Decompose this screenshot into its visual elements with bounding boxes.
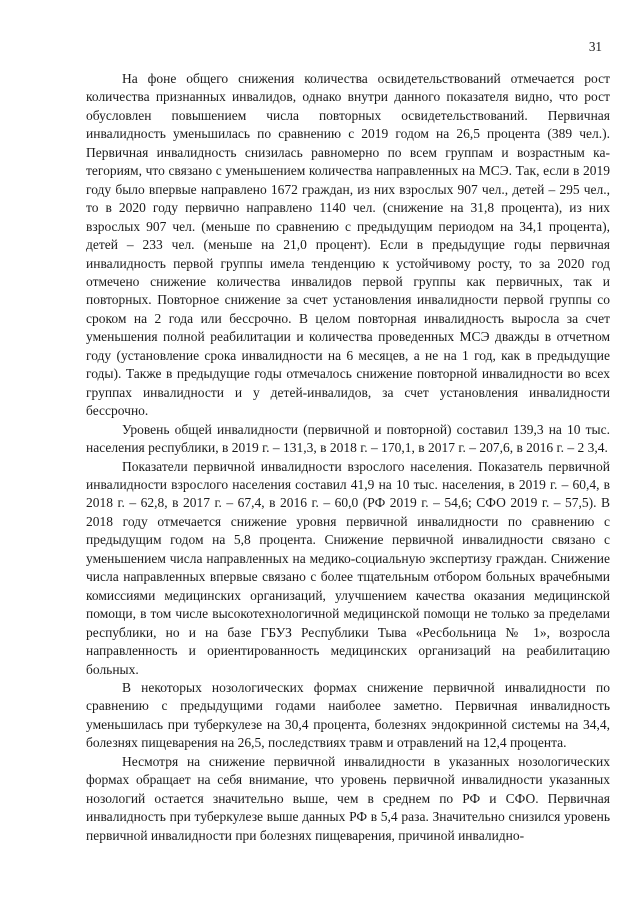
- paragraph-comparison-rf-sfo: Несмотря на снижение первичной инвалидности в указанных нозологических формах обращает на себя внимание, что уровень первичной инвалидности указанных нозологий остается значительно выше, чем в среднем по РФ и СФО. Первичная инвалидность при туберкулезе выше данных РФ в 5,4 раза. Значительно снизился уровень первичной инвалидности при болезнях пищеварения, причиной инвалидно-: [86, 753, 610, 843]
- paragraph-general-disability-level: Уровень общей инвалидности (первичной и повторной) составил 139,3 на 10 тыс. населения республики, в 2019 г. – 131,3, в 2018 г. – 170,1, в 2017 г. – 207,6, в 2016 г. – 2 3,4.: [86, 421, 610, 456]
- document-body: [86, 70, 610, 845]
- page-number: 31: [588, 39, 602, 54]
- paragraph-disability-dynamics: На фоне общего снижения количества освидетельствований отмечается рост количества признанных инвалидов, однако внутри данного показателя видно, что рост обусловлен повышением числа повторных освидетельствований. Первичная инвалидность уменьшилась по сравнению с 2019 годом на 26,5 процента (389 чел.). Первичная инвалидность снизилась равномерно по всем группам и возрастным категориям, что связано с уменьшением количества направленных на МСЭ. Так, если в 2019 году было впервые направлено 1672 граждан, из них взрослых 907 чел., детей – 295 чел., то в 2020 году первично направлено 1140 чел. (снижение на 31,8 процента), из них взрослых 907 чел. (меньше по сравнению с предыдущим периодом на 34,1 процента), детей – 233 чел. (меньше на 21,0 процент). Если в предыдущие годы первичная инвалидность первой группы имела тенденцию к устойчивому росту, то за 2020 год отмечено снижение количества инвалидов первой группы как первичных, так и повторных. Повторное снижение за счет установления инвалидности первой группы со сроком на 2 года или бессрочно. В целом повторная инвалидность выросла за счет уменьшения полной реабилитации и количества проведенных МСЭ дважды в отчетном году (установление срока инвалидности на 6 месяцев, а не на 1 год, как в предыдущие годы). Также в предыдущие годы отмечалось снижение повторной инвалидности во всех группах инвалидности и у детей-инвалидов, за счет установления инвалидности бессрочно.: [86, 71, 610, 419]
- paragraph-nosological-forms: В некоторых нозологических формах снижение первичной инвалидности по сравнению с предыдущими годами наиболее заметно. Первичная инвалидность уменьшилась при туберкулезе на 30,4 процента, болезнях эндокринной системы на 34,4, болезнях пищеварения на 26,5, последствиях травм и отравлений на 12,4 процента.: [86, 679, 610, 751]
- paragraph-adult-primary-disability: Показатели первичной инвалидности взрослого населения. Показатель первичной инвалидности взрослого населения составил 41,9 на 10 тыс. населения, в 2019 г. – 60,4, в 2018 г. – 62,8, в 2017 г. – 67,4, в 2016 г. – 60,0 (РФ 2019 г. – 54,6; СФО 2019 г. – 57,5). В 2018 году отмечается снижение уровня первичной инвалидности по сравнению с предыдущим годом на 5,8 процента. Снижение первичной инвалидности связано с уменьшением числа направленных на медико-социальную экспертизу граждан. Снижение числа направленных впервые связано с более тщательным отбором больных врачебными комиссиями медицинских организаций, улучшением качества оказания медицинской помощи, в том числе высокотехнологичной медицинской помощи не только за пределами республики, но и на базе ГБУЗ Республики Тыва «Ресбольница № 1», возросла направленность и ориентированность медицинских организаций на реабилитацию больных.: [86, 458, 610, 677]
